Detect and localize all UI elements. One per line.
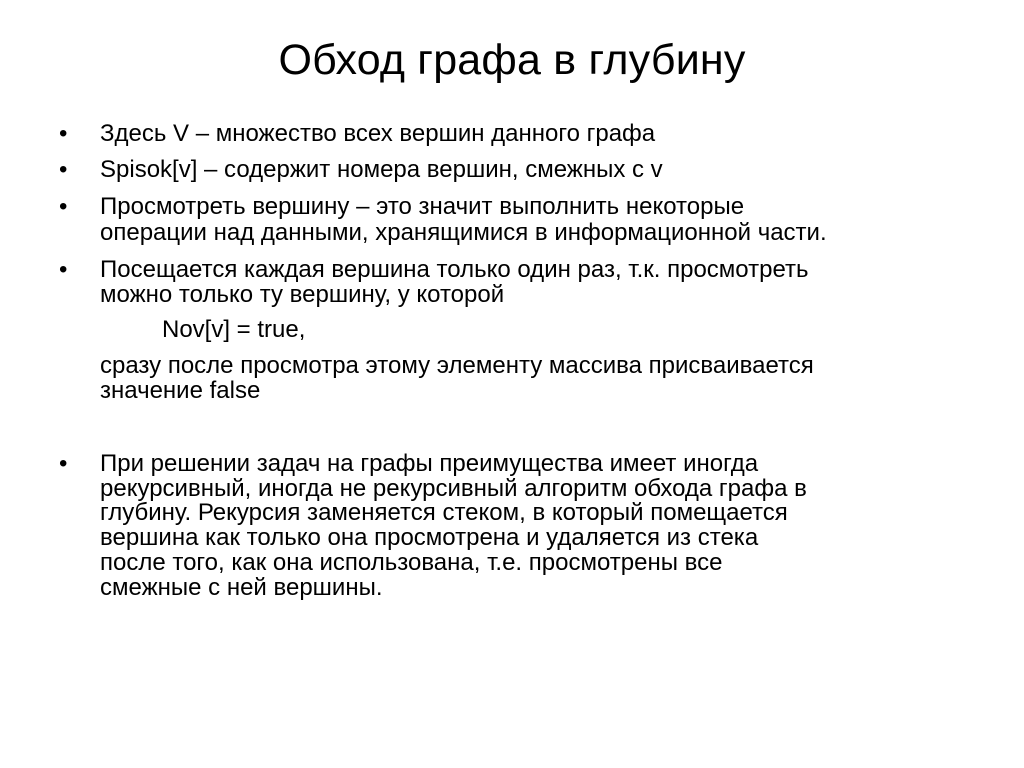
bullet-2-line-1: Spisok[v] – содержит номера вершин, смежных с v xyxy=(100,156,663,183)
bullet-marker: • xyxy=(59,156,68,183)
bullet-4-line-2: можно только ту вершину, у которой xyxy=(100,281,505,308)
bullet-5-line-1: При решении задач на графы преимущества имеет иногда xyxy=(100,450,759,477)
bullet-4-line-1: Посещается каждая вершина только один раз, т.к. просмотреть xyxy=(100,256,809,283)
bullet-marker: • xyxy=(59,450,68,477)
bullet-5-line-5: после того, как она использована, т.е. просмотрены все xyxy=(100,549,723,576)
bullet-5-line-6: смежные с ней вершины. xyxy=(100,574,383,601)
bullet-5-line-3: глубину. Рекурсия заменяется стеком, в который помещается xyxy=(100,499,788,526)
bullet-4-indented-code: Nov[v] = true, xyxy=(162,316,306,343)
bullet-3-line-1: Просмотреть вершину – это значит выполнить некоторые xyxy=(100,193,745,220)
bullet-marker: • xyxy=(59,193,68,220)
bullet-4-continuation-1: сразу после просмотра этому элементу массива присваивается xyxy=(100,352,814,379)
bullet-4-continuation-2: значение false xyxy=(100,377,261,404)
bullet-5-line-2: рекурсивный, иногда не рекурсивный алгоритм обхода графа в xyxy=(100,475,807,502)
slide-title: Обход графа в глубину xyxy=(278,36,746,84)
bullet-1-line-1: Здесь V – множество всех вершин данного графа xyxy=(100,120,656,147)
bullet-marker: • xyxy=(59,120,68,147)
bullet-5-line-4: вершина как только она просмотрена и удаляется из стека xyxy=(100,524,759,551)
bullet-marker: • xyxy=(59,256,68,283)
bullet-3-line-2: операции над данными, хранящимися в информационной части. xyxy=(100,219,827,246)
